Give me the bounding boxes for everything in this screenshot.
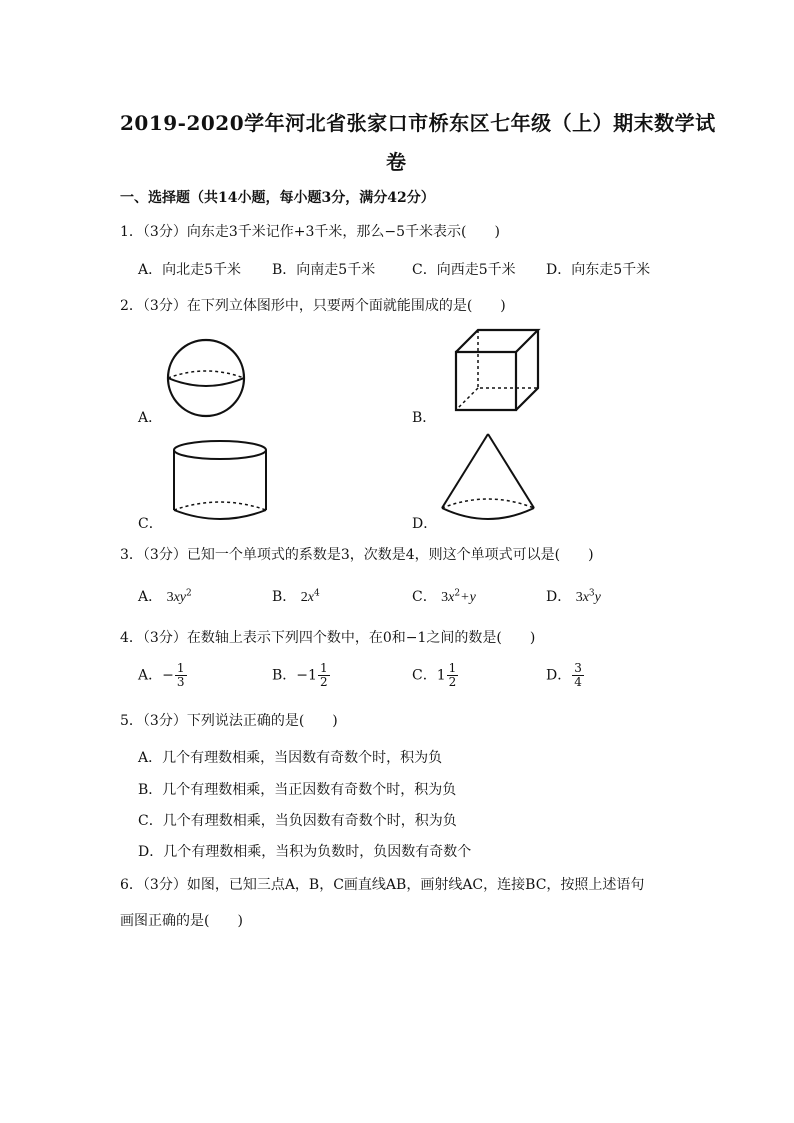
q1-option-d: D．向东走5千米: [546, 262, 651, 278]
q3-option-a-label: A．: [138, 589, 163, 605]
q4-option-b-label: B．: [272, 667, 297, 684]
q2-option-d: D．: [412, 516, 438, 532]
q4-c-int: 1: [436, 667, 446, 684]
q5-option-c: C．几个有理数相乘，当负因数有奇数个时，积为负: [138, 813, 457, 829]
q3-c-tail: +y: [460, 590, 476, 605]
cylinder-icon: [168, 438, 272, 524]
q4-c-fraction: $\frac{1}{2}$: [448, 661, 457, 689]
section-heading: 一、选择题（共14小题，每小题3分，满分42分）: [120, 190, 435, 206]
q5-option-a: A．几个有理数相乘，当因数有奇数个时，积为负: [138, 750, 443, 766]
question-5-stem: 5．（3分）下列说法正确的是( ): [120, 713, 338, 729]
q3-option-a: [138, 586, 192, 606]
sphere-icon: [164, 334, 248, 422]
q4-option-c: [412, 662, 459, 689]
q3-option-c-label: C．: [412, 589, 437, 605]
question-2-stem: 2．（3分）在下列立体图形中，只要两个面就能围成的是( ): [120, 298, 506, 314]
q4-option-d: [546, 662, 585, 689]
question-1-stem: 1．（3分）向东走3千米记作+3千米，那么−5千米表示( ): [120, 224, 500, 240]
q3-a-coef: 3: [166, 590, 174, 605]
q3-b-coef: 2: [300, 590, 308, 605]
q3-option-d-label: D．: [546, 589, 572, 605]
q2-option-b: B．: [412, 410, 437, 426]
q2-option-a: A．: [138, 410, 163, 426]
q3-d-exp: 3: [588, 588, 595, 599]
q1-option-c: C．向西走5千米: [412, 262, 516, 278]
q4-option-c-label: C．: [412, 667, 437, 684]
q5-option-d: D．几个有理数相乘，当积为负数时，负因数有奇数个: [138, 844, 472, 860]
q3-b-exp: 4: [313, 588, 320, 599]
q4-option-a-label: A．: [138, 667, 163, 684]
q3-d-tail: y: [594, 590, 601, 605]
q4-b-sign: −1: [296, 667, 317, 684]
q3-a-var: xy: [173, 590, 187, 605]
q1-option-b: B．向南走5千米: [272, 262, 376, 278]
q3-c-var: x: [448, 590, 455, 605]
q1-option-a: A．向北走5千米: [138, 262, 242, 278]
q3-c-exp: 2: [454, 588, 461, 599]
q3-c-coef: 3: [441, 590, 449, 605]
q3-b-var: x: [307, 590, 314, 605]
question-6-stem-line1: 6．（3分）如图，已知三点A，B，C画直线AB，画射线AC，连接BC，按照上述语句: [120, 877, 645, 893]
page-title-line1: 2019-2020学年河北省张家口市桥东区七年级（上）期末数学试: [120, 111, 716, 135]
q3-a-exp: 2: [186, 588, 192, 599]
q3-d-var: x: [582, 590, 589, 605]
q4-a-fraction: $\frac{1}{3}$: [176, 661, 185, 689]
q4-option-b: [272, 662, 331, 689]
page-title-line2: 卷: [386, 150, 407, 174]
question-6-stem-line2: 画图正确的是( ): [120, 913, 243, 929]
cube-icon: [450, 326, 548, 416]
q4-option-d-label: D．: [546, 667, 572, 684]
q4-option-a: [138, 662, 188, 689]
q4-d-fraction: $\frac{3}{4}$: [574, 661, 582, 689]
q4-b-fraction: $\frac{1}{2}$: [319, 661, 328, 689]
q2-option-c: C．: [138, 516, 163, 532]
cone-icon: [436, 430, 540, 526]
q3-option-b: [272, 586, 320, 606]
question-4-stem: 4．（3分）在数轴上表示下列四个数中，在0和−1之间的数是( ): [120, 630, 536, 646]
q3-d-coef: 3: [575, 590, 583, 605]
q3-option-c: [412, 586, 476, 606]
q4-a-sign: −: [162, 667, 174, 684]
question-3-stem: 3．（3分）已知一个单项式的系数是3，次数是4，则这个单项式可以是( ): [120, 547, 594, 563]
q3-option-b-label: B．: [272, 589, 297, 605]
q5-option-b: B．几个有理数相乘，当正因数有奇数个时，积为负: [138, 782, 457, 798]
q3-option-d: [546, 586, 601, 606]
